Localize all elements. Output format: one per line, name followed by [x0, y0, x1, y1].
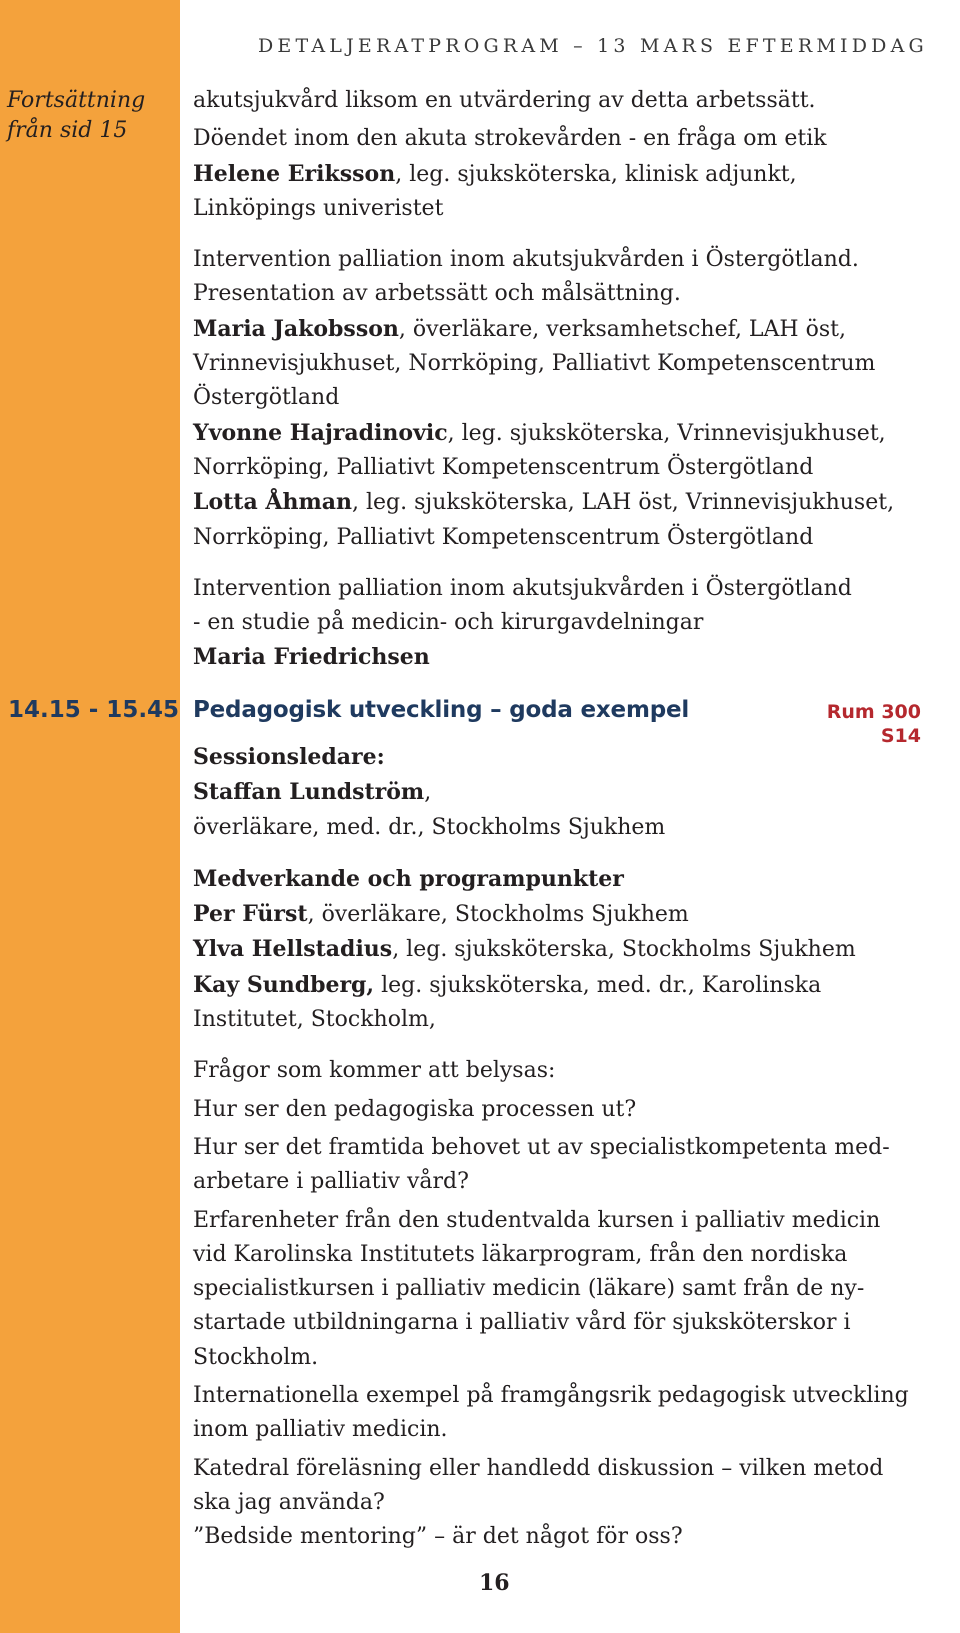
participant-line — [193, 968, 948, 1003]
speaker-info: , överläkare, verksamhetschef, LAH öst, — [398, 316, 846, 342]
talk-title: Döendet inom den akuta strokevården - en fråga om etik — [193, 126, 827, 152]
participants-label-text: Medverkande och programpunkter — [193, 865, 624, 892]
question-item-cont: specialistkursen i palliativ medicin (läkare) samt från de ny- — [193, 1276, 865, 1302]
session-title: Pedagogisk utveckling – goda exempel — [193, 697, 690, 723]
speaker-line — [193, 312, 948, 347]
speaker-line — [193, 640, 948, 675]
leader-name: Staffan Lundström — [193, 779, 425, 806]
session-code: S14 — [880, 725, 921, 747]
question-item-cont: Stockholm. — [193, 1344, 319, 1370]
speaker-info: , leg. sjuksköterska, klinisk adjunkt, — [395, 161, 797, 187]
question-item: Katedral föreläsning eller handledd diskussion – vilken metod — [193, 1455, 884, 1481]
question-item: Hur ser den pedagogiska processen ut? — [193, 1096, 637, 1122]
leader-name-suffix: , — [424, 780, 432, 806]
session-time: 14.15 - 15.45 — [8, 697, 180, 723]
leader-title: överläkare, med. dr., Stockholms Sjukhem — [193, 814, 666, 840]
leader-label-text: Sessionsledare: — [193, 744, 385, 770]
continued-note — [7, 86, 177, 146]
speaker-name: Helene Eriksson — [193, 160, 396, 187]
speaker-line — [193, 485, 948, 520]
participant-name: Kay Sundberg, — [193, 971, 375, 998]
participant-info-cont: Institutet, Stockholm, — [193, 1007, 436, 1033]
question-item: Hur ser det framtida behovet ut av specialistkompetenta med- — [193, 1134, 890, 1160]
leader-label — [193, 740, 948, 775]
session-details — [193, 740, 948, 1555]
continued-line-2: från sid 15 — [7, 118, 128, 143]
talk-title: Intervention palliation inom akutsjukvården i Östergötland. — [193, 247, 859, 273]
speaker-info: , leg. sjuksköterska, LAH öst, Vrinnevisjukhuset, — [351, 490, 895, 516]
speaker-line — [193, 157, 948, 192]
talk-title-cont: - en studie på medicin- och kirurgavdelningar — [193, 610, 704, 636]
participants-label — [193, 862, 948, 897]
speaker-name: Maria Friedrichsen — [193, 644, 430, 671]
speaker-info-cont: Vrinnevisjukhuset, Norrköping, Palliativt Kompetenscentrum — [193, 351, 876, 377]
participant-line — [193, 897, 948, 932]
intro-text: akutsjukvård liksom en utvärdering av detta arbetssätt. — [193, 88, 816, 113]
speaker-name: Yvonne Hajradinovic — [193, 419, 448, 446]
speaker-line — [193, 416, 948, 451]
talk-title: Intervention palliation inom akutsjukvården i Östergötland — [193, 575, 852, 601]
talk-title-cont: Presentation av arbetssätt och målsättning. — [193, 281, 681, 307]
question-item-cont: ska jag använda? — [193, 1489, 385, 1515]
question-item-cont: startade utbildningarna i palliativ vård för sjuksköterskor i — [193, 1310, 851, 1336]
speaker-info: , leg. sjuksköterska, Vrinnevisjukhuset, — [447, 420, 886, 446]
questions-label: Frågor som kommer att belysas: — [193, 1058, 556, 1084]
continued-line-1: Fortsättning — [7, 88, 146, 113]
question-item-cont: inom palliativ medicin. — [193, 1417, 448, 1443]
question-item: Internationella exempel på framgångsrik pedagogisk utveckling — [193, 1383, 909, 1409]
question-item-cont: vid Karolinska Institutets läkarprogram, från den nordiska — [193, 1241, 848, 1267]
page-number: 16 — [479, 1570, 510, 1596]
participant-info: , leg. sjuksköterska, Stockholms Sjukhem — [392, 937, 856, 963]
page-header: DETALJERATPROGRAM – 13 MARS EFTERMIDDAG — [258, 35, 928, 57]
participant-info: , överläkare, Stockholms Sjukhem — [307, 902, 689, 928]
speaker-info-cont: Linköpings univeristet — [193, 195, 444, 221]
participant-info: leg. sjuksköterska, med. dr., Karolinska — [374, 972, 822, 998]
speaker-name: Lotta Åhman — [193, 489, 352, 516]
question-item: ”Bedside mentoring” – är det något för oss? — [193, 1524, 683, 1550]
question-item-cont: arbetare i palliativ vård? — [193, 1169, 469, 1195]
program-list-part-1 — [193, 84, 948, 676]
question-item: Erfarenheter från den studentvalda kursen i palliativ medicin — [193, 1207, 881, 1233]
speaker-info-cont: Norrköping, Palliativt Kompetenscentrum Östergötland — [193, 524, 814, 550]
orange-sidebar — [0, 0, 180, 1633]
participant-line — [193, 932, 948, 967]
room-number: Rum 300 — [826, 701, 921, 723]
speaker-info-cont: Östergötland — [193, 385, 340, 411]
participant-name: Ylva Hellstadius — [193, 936, 393, 963]
participant-name: Per Fürst — [193, 901, 308, 928]
speaker-name: Maria Jakobsson — [193, 315, 399, 342]
leader-line — [193, 775, 948, 810]
speaker-info-cont: Norrköping, Palliativt Kompetenscentrum Östergötland — [193, 454, 814, 480]
